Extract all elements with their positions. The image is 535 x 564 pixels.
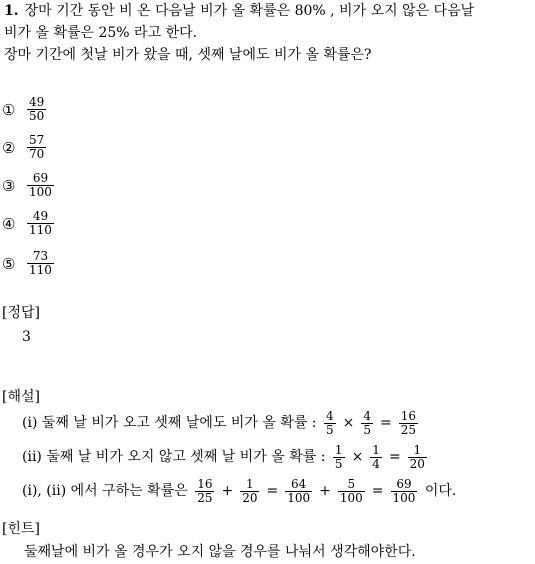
option-1-fraction: $\frac{49}{50}$ [29, 95, 45, 123]
option-4[interactable] [2, 210, 57, 237]
option-1-mark: ① [2, 100, 16, 119]
option-2[interactable] [2, 134, 49, 161]
problem-line-1 [4, 2, 474, 20]
case-1-fraction-a: $\frac{4}{5}$ [325, 408, 334, 437]
problem-line-2: 비가 올 확률은 25% 라고 한다. [4, 25, 198, 41]
case-2-fraction-a: $\frac{1}{5}$ [334, 442, 343, 471]
case-1-fraction-b: $\frac{4}{5}$ [363, 408, 371, 437]
answer-value: 3 [22, 329, 31, 345]
option-3-mark: ③ [2, 176, 16, 195]
hint-label: [힌트] [2, 521, 40, 537]
total-text: (i), (ii) 에서 구하는 확률은 [22, 483, 188, 499]
explanation-case-1: (i) 둘째 날 비가 오고 셋째 날에도 비가 올 확률 : $\frac{4}{5}$ × $\frac{4}{5}$ = $\frac{16}{25}$ [22, 408, 417, 437]
hint-text: 둘째날에 비가 올 경우가 오지 않을 경우를 나눠서 생각해야한다. [24, 544, 416, 560]
option-2-mark: ② [2, 138, 16, 157]
case-2-fraction-b: $\frac{1}{4}$ [372, 442, 380, 471]
option-1[interactable] [2, 96, 49, 123]
total-tail: 이다. [424, 483, 457, 499]
explanation-label: [해설] [2, 389, 40, 405]
total-fraction-b: $\frac{1}{20}$ [242, 476, 258, 505]
case-1-result: $\frac{16}{25}$ [400, 408, 417, 437]
case-1-text: (i) 둘째 날 비가 오고 셋째 날에도 비가 올 확률 : [22, 415, 317, 431]
option-5-fraction: $\frac{73}{110}$ [29, 249, 52, 277]
case-2-result: $\frac{1}{20}$ [409, 442, 425, 471]
option-3-fraction: $\frac{69}{100}$ [29, 171, 52, 199]
total-result: $\frac{69}{100}$ [392, 476, 416, 505]
explanation-total: (i), (ii) 에서 구하는 확률은 $\frac{16}{25}$ + $\frac{1}{20}$ = $\frac{64}{100}$ + $\frac{5}{100}$ = $\frac{69}{100}$ 이다. [22, 476, 457, 505]
problem-number: 1. [4, 3, 19, 19]
option-5[interactable] [2, 250, 57, 277]
case-2-text: (ii) 둘째 날 비가 오지 않고 셋째 날 비가 올 확률 : [22, 449, 326, 465]
total-fraction-c: $\frac{64}{100}$ [287, 476, 311, 505]
option-4-mark: ④ [2, 214, 16, 233]
option-4-fraction: $\frac{49}{110}$ [29, 209, 52, 237]
explanation-case-2: (ii) 둘째 날 비가 오지 않고 셋째 날 비가 올 확률 : $\frac{1}{5}$ × $\frac{1}{4}$ = $\frac{1}{20}$ [22, 442, 425, 471]
total-fraction-a: $\frac{16}{25}$ [197, 476, 213, 505]
total-fraction-d: $\frac{5}{100}$ [339, 476, 363, 505]
option-2-fraction: $\frac{57}{70}$ [29, 133, 45, 161]
problem-line-3: 장마 기간에 첫날 비가 왔을 때, 셋째 날에도 비가 올 확률은? [4, 47, 372, 63]
option-5-mark: ⑤ [2, 254, 16, 273]
answer-label: [정답] [2, 305, 40, 321]
option-3[interactable] [2, 172, 57, 199]
problem-text-1: 장마 기간 동안 비 온 다음날 비가 올 확률은 80% , 비가 오지 않은 다음날 [24, 3, 475, 19]
